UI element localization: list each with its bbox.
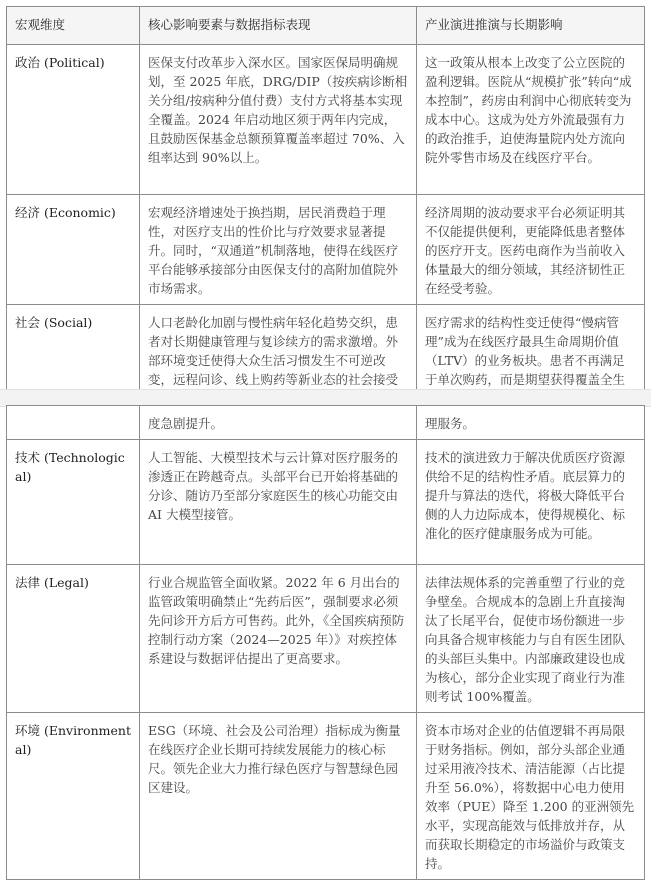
table-header-row bbox=[7, 7, 645, 45]
table-row-economic bbox=[7, 195, 645, 305]
pestel-table-part-2 bbox=[6, 405, 645, 880]
factors-cell: 行业合规监管全面收紧。2022 年 6 月出台的监管政策明确禁止“先药后医”，强制要求必须先问诊开方后方可售药。此外，《全国疾病预防控制行动方案（2024—2025 年）》对疾控体系建设与数据评估提出了更高要求。 bbox=[140, 565, 417, 713]
impact-cell: 经济周期的波动要求平台必须证明其不仅能提供便利，更能降低患者整体的医疗开支。医药电商作为当前收入体量最大的细分领域，其经济韧性正在经受考验。 bbox=[417, 195, 645, 305]
factors-cell: 宏观经济增速处于换挡期，居民消费趋于理性，对医疗支出的性价比与疗效要求显著提升。同时，“双通道”机制落地，使得在线医疗平台能够承接部分由医保支付的高附加值院外市场需求。 bbox=[140, 195, 417, 305]
dimension-cell: 经济 (Economic) bbox=[7, 195, 140, 305]
impact-cell: 技术的演进致力于解决优质医疗资源供给不足的结构性矛盾。底层算力的提升与算法的迭代，将极大降低平台侧的人力边际成本，使得规模化、标准化的医疗健康服务成为可能。 bbox=[417, 440, 645, 565]
factors-cell: ESG（环境、社会及公司治理）指标成为衡量在线医疗企业长期可持续发展能力的核心标尺。领先企业大力推行绿色医疗与智慧绿色园区建设。 bbox=[140, 713, 417, 880]
factors-cell: 人口老龄化加剧与慢性病年轻化趋势交织，患者对长期健康管理与复诊续方的需求激增。外部环境变迁使得大众生活习惯发生不可逆改变，远程问诊、线上购药等新业态的社会接受 bbox=[140, 305, 417, 415]
dimension-cell: 法律 (Legal) bbox=[7, 565, 140, 713]
dimension-cell bbox=[7, 406, 140, 440]
factors-cell: 度急剧提升。 bbox=[140, 406, 417, 440]
dimension-cell: 技术 (Technological) bbox=[7, 440, 140, 565]
header-impact: 产业演进推演与长期影响 bbox=[417, 7, 645, 45]
factors-cell: 人工智能、大模型技术与云计算对医疗服务的渗透正在跨越奇点。头部平台已开始将基础的分诊、随访乃至部分家庭医生的核心功能交由 AI 大模型接管。 bbox=[140, 440, 417, 565]
dimension-cell: 环境 (Environmental) bbox=[7, 713, 140, 880]
impact-cell: 理服务。 bbox=[417, 406, 645, 440]
impact-cell: 资本市场对企业的估值逻辑不再局限于财务指标。例如，部分头部企业通过采用液冷技术、清洁能源（占比提升至 56.0%），将数据中心电力使用效率（PUE）降至 1.200 的亚洲领先水平，实现高能效与低排放并存，从而获取长期稳定的市场溢价与政策支持。 bbox=[417, 713, 645, 880]
document-page-1 bbox=[6, 6, 644, 389]
impact-cell: 这一政策从根本上改变了公立医院的盈利逻辑。医院从“规模扩张”转向“成本控制”，药房由利润中心彻底转变为成本中心。这成为处方外流最强有力的政治推手，迫使海量院内处方流向院外零售市场及在线医疗平台。 bbox=[417, 45, 645, 195]
impact-cell: 医疗需求的结构性变迁使得“慢病管理”成为在线医疗最具生命周期价值（LTV）的业务板块。患者不再满足于单次购药，而是期望获得覆盖全生 bbox=[417, 305, 645, 415]
header-factors: 核心影响要素与数据指标表现 bbox=[140, 7, 417, 45]
table-row-environmental bbox=[7, 713, 645, 880]
dimension-cell: 政治 (Political) bbox=[7, 45, 140, 195]
document-page-2 bbox=[6, 405, 644, 871]
impact-cell: 法律法规体系的完善重塑了行业的竞争壁垒。合规成本的急剧上升直接淘汰了长尾平台，促使市场份额进一步向具备合规审核能力与自有医生团队的头部巨头集中。内部廉政建设也成为核心，部分企业实现了商业行为准则考试 100%覆盖。 bbox=[417, 565, 645, 713]
table-row-technological bbox=[7, 440, 645, 565]
factors-cell: 医保支付改革步入深水区。国家医保局明确规划，至 2025 年底，DRG/DIP（按疾病诊断相关分组/按病种分值付费）支付方式将基本实现全覆盖。2024 年启动地区须于两年内完成，且鼓励医保基金总额预算覆盖率超过 70%、入组率达到 90%以上。 bbox=[140, 45, 417, 195]
table-row-political bbox=[7, 45, 645, 195]
pestel-table-part-1 bbox=[6, 6, 645, 415]
dimension-cell: 社会 (Social) bbox=[7, 305, 140, 415]
table-row-social-continued bbox=[7, 406, 645, 440]
header-dimension: 宏观维度 bbox=[7, 7, 140, 45]
table-row-legal bbox=[7, 565, 645, 713]
